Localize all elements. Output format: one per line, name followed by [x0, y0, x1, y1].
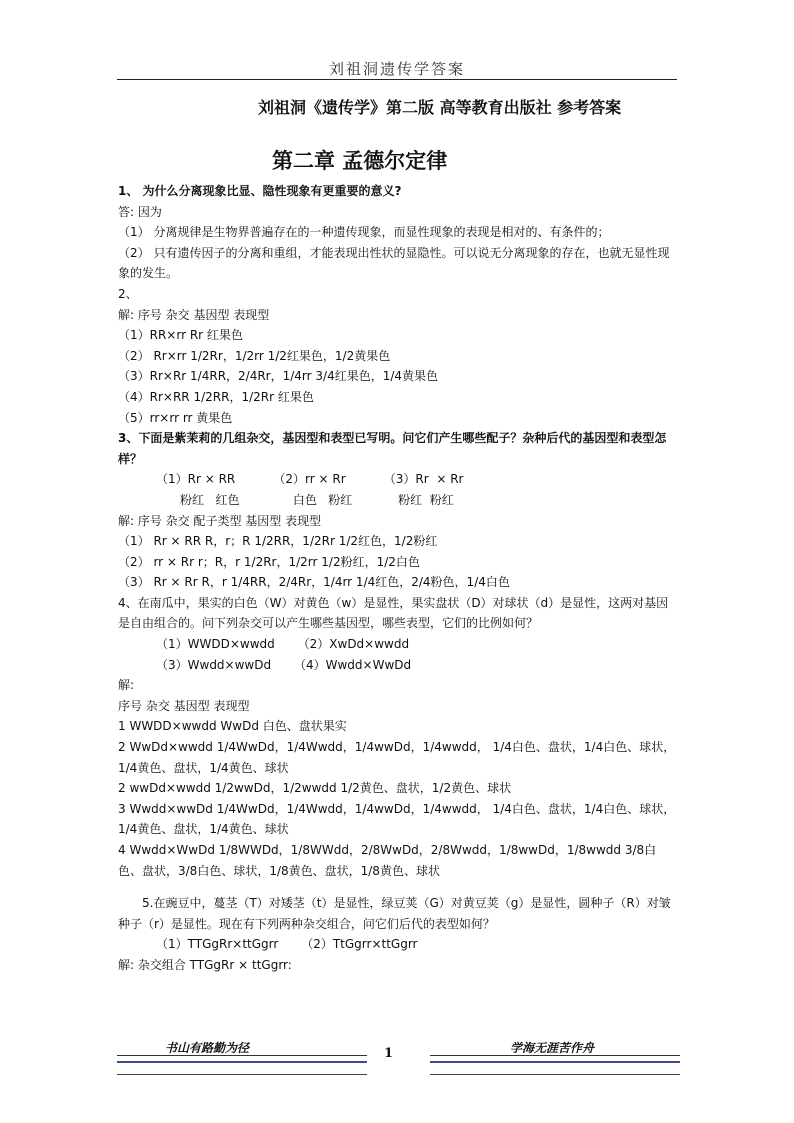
answer-line: 解: 序号 杂交 配子类型 基因型 表现型: [118, 513, 322, 528]
answer-line: （2） rr × Rr r；R，r 1/2Rr，1/2rr 1/2粉红，1/2白色: [118, 554, 420, 569]
paragraph-gap: [118, 881, 678, 893]
answer-line: （1） Rr × RR R，r；R 1/2RR，1/2Rr 1/2红色，1/2粉红: [118, 534, 438, 549]
footer-motto-right: 学海无涯苦作舟: [510, 1041, 595, 1055]
answer-line: 序号 杂交 基因型 表现型: [118, 698, 250, 713]
answer-line: 4 Wwdd×WwDd 1/8WWDd，1/8WWdd，2/8WwDd，2/8Wwdd，1/8wwDd，1/8wwdd 3/8白色、盘状，3/8白色、球状，1/8黄色、盘状，1/8黄色、球状: [118, 843, 657, 878]
header-rule: [117, 79, 677, 80]
footer-motto-left: 书山有路勤为径: [165, 1041, 250, 1055]
answer-line: （3）Rr×Rr 1/4RR，2/4Rr，1/4rr 3/4红果色，1/4黄果色: [118, 369, 439, 384]
answer-line: 3 Wwdd×wwDd 1/4WwDd，1/4Wwdd，1/4wwDd，1/4wwdd， 1/4白色、盘状，1/4白色、球状，1/4黄色、盘状，1/4黄色、球状: [118, 801, 676, 837]
answer-line: （1）RR×rr Rr 红果色: [118, 328, 243, 343]
answer-line: （2） Rr×rr 1/2Rr，1/2rr 1/2红果色，1/2黄果色: [118, 348, 391, 363]
cross-list: （1）Rr × RR （2）rr × Rr （3）Rr × Rr: [156, 472, 464, 487]
cross-list: （1）TTGgRr×ttGgrr （2）TtGgrr×ttGgrr: [156, 937, 418, 952]
question-5: 5.在豌豆中，蔓茎（T）对矮茎（t）是显性，绿豆荚（G）对黄豆荚（g）是显性，圆种子（R）对皱种子（r）是显性。现在有下列两种杂交组合，问它们后代的表型如何？: [118, 896, 671, 931]
answer-line: （3） Rr × Rr R，r 1/4RR，2/4Rr，1/4rr 1/4红色，2/4粉色，1/4白色: [118, 575, 510, 590]
page-number: 1: [384, 1046, 394, 1061]
question-2: 2、: [118, 286, 138, 301]
answer-line: 解: 序号 杂交 基因型 表现型: [118, 307, 270, 322]
answer-line: （1） 分离规律是生物界普遍存在的一种遗传现象，而显性现象的表现是相对的、有条件的；: [118, 225, 610, 240]
cross-list: （3）Wwdd×wwDd （4）Wwdd×WwDd: [156, 657, 412, 672]
running-header: 刘祖洞遗传学答案: [328, 60, 465, 78]
question-3: 3、下面是紫茉莉的几组杂交，基因型和表型已写明。问它们产生哪些配子？杂种后代的基因型和表型怎样？: [118, 431, 667, 466]
footer-rule: [117, 1074, 367, 1075]
answer-line: 1 WWDD×wwdd WwDd 白色、盘状果实: [118, 719, 347, 734]
chapter-title: 第二章 孟德尔定律: [272, 148, 448, 173]
answer-line: （2） 只有遗传因子的分离和重组，才能表现出性状的显隐性。可以说无分离现象的存在，也就无显性现象的发生。: [118, 245, 670, 281]
answer-line: （5）rr×rr rr 黄果色: [118, 410, 233, 425]
question-1: 1、 为什么分离现象比显、隐性现象有更重要的意义?: [118, 184, 402, 198]
answer-line: 答: 因为: [118, 204, 162, 219]
cross-list: （1）WWDD×wwdd （2）XwDd×wwdd: [156, 637, 410, 652]
body-text: [118, 181, 678, 976]
answer-line: 解: 杂交组合 TTGgRr × ttGgrr:: [118, 957, 292, 972]
footer-rule: [117, 1055, 367, 1063]
phenotype-list: 粉红 红色 白色 粉红 粉红 粉红: [180, 492, 454, 507]
answer-line: 2 WwDd×wwdd 1/4WwDd，1/4Wwdd，1/4wwDd，1/4wwdd， 1/4白色、盘状，1/4白色、球状，1/4黄色、盘状，1/4黄色、球状: [118, 740, 676, 775]
answer-line: （4）Rr×RR 1/2RR，1/2Rr 红果色: [118, 389, 314, 404]
footer-rule: [430, 1055, 680, 1063]
answer-line: 解:: [118, 678, 135, 693]
question-4: 4、在南瓜中，果实的白色（W）对黄色（w）是显性，果实盘状（D）对球状（d）是显性，这两对基因是自由组合的。问下列杂交可以产生哪些基因型，哪些表型，它们的比例如何？: [118, 595, 669, 631]
answer-line: 2 wwDd×wwdd 1/2wwDd，1/2wwdd 1/2黄色、盘状，1/2黄色、球状: [118, 781, 512, 796]
document-title: 刘祖洞《遗传学》第二版 高等教育出版社 参考答案: [258, 98, 622, 117]
footer-rule: [430, 1074, 680, 1075]
